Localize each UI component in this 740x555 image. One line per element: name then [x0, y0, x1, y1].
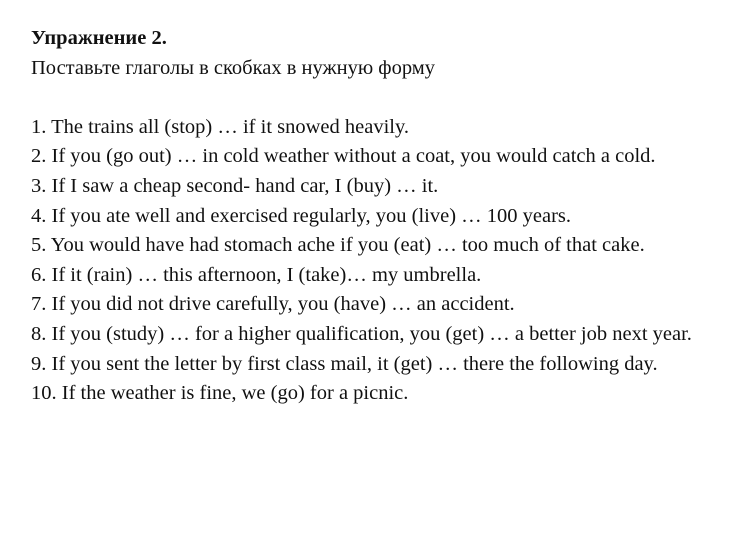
exercise-item-6: 6. If it (rain) … this afternoon, I (take)… my umbrella.	[31, 263, 482, 286]
exercise-item-4: 4. If you ate well and exercised regularly, you (live) … 100 years.	[31, 204, 572, 227]
exercise-item-2: 2. If you (go out) … in cold weather without a coat, you would catch a cold.	[31, 145, 656, 168]
exercise-item-10: 10. If the weather is fine, we (go) for a picnic.	[31, 382, 409, 405]
exercise-item-5: 5. You would have had stomach ache if you (eat) … too much of that cake.	[31, 234, 645, 257]
exercise-instruction: Поставьте глаголы в скобках в нужную форму	[31, 56, 436, 79]
exercise-title: Упражнение 2.	[31, 27, 167, 49]
exercise-item-7: 7. If you did not drive carefully, you (have) … an accident.	[31, 293, 515, 316]
exercise-item-3: 3. If I saw a cheap second- hand car, I (buy) … it.	[31, 174, 439, 197]
exercise-item-1: 1. The trains all (stop) … if it snowed heavily.	[31, 115, 410, 138]
exercise-list	[31, 113, 720, 409]
exercise-item-9: 9. If you sent the letter by first class mail, it (get) … there the following day.	[31, 352, 658, 375]
exercise-item-8: 8. If you (study) … for a higher qualification, you (get) … a better job next year.	[31, 322, 692, 345]
